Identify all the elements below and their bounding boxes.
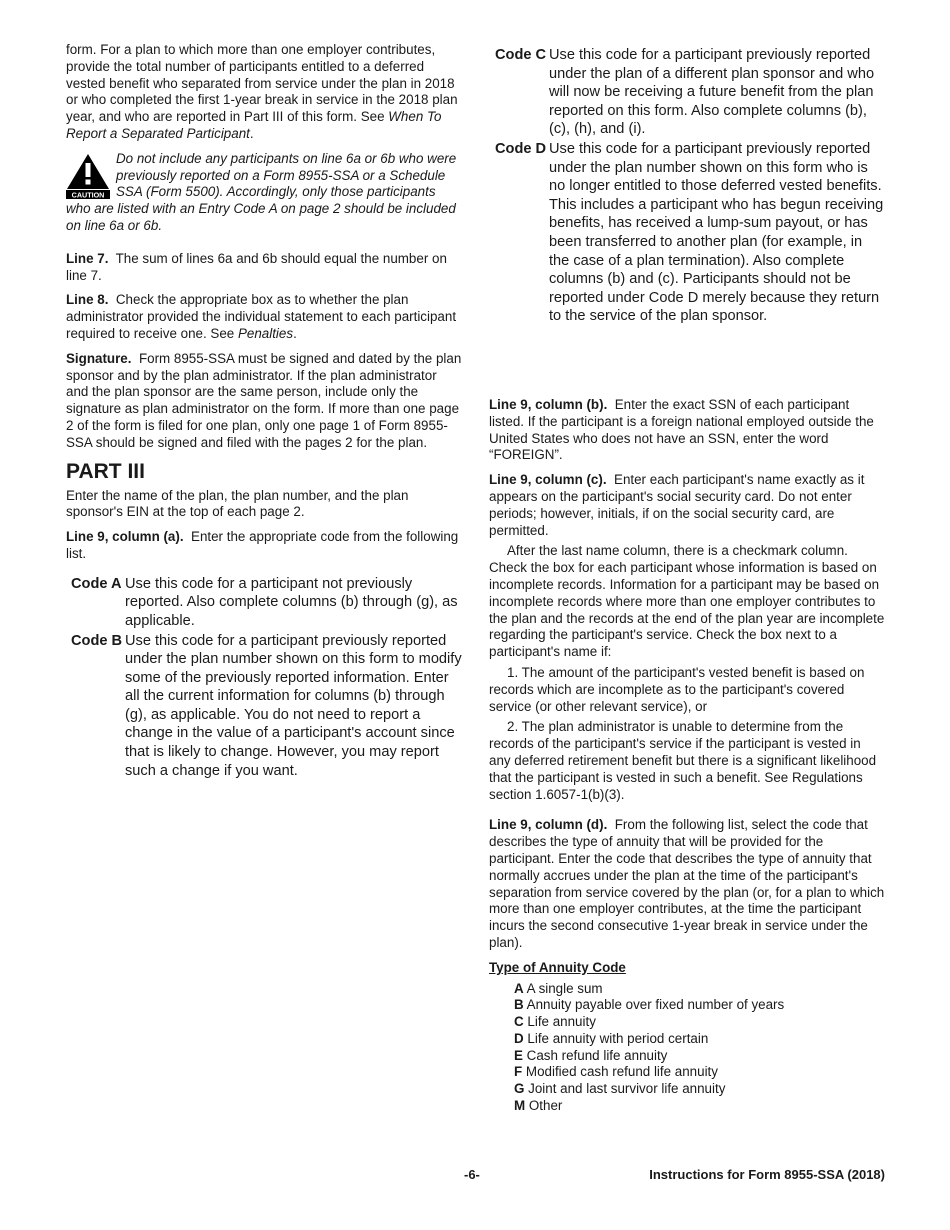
caution-icon [66, 153, 110, 199]
line-7-paragraph: Line 7. The sum of lines 6a and 6b should equal the number on line 7. [66, 250, 447, 283]
code-d-row [495, 140, 885, 326]
part-iii-paragraph: Enter the name of the plan, the plan number, and the plan sponsor's EIN at the top of each page 2. [66, 487, 409, 520]
code-label: Code D [495, 140, 547, 157]
code-description: Use this code for a participant previously reported under the plan number shown on this form who is no longer entitled to those deferred vested benefits. This includes a participant who has begun receiving benefits, has received a lump-sum payout, or has been transferred to another plan (for example, in the case of a plan termination). Also complete columns (b) and (c). Participants should not be reported under Code D merely because they return to the service of the plan sponsor. [549, 140, 884, 325]
part-iii-heading: PART III [66, 459, 145, 483]
signature-paragraph: Signature. Form 8955-SSA must be signed and dated by the plan sponsor and by the plan administrator. If the plan administrator and the plan sponsor are the same person, include only the signature as plan administrator on the form. If more than one page 2 of the form is filed for one plan, only one page 1 of Form 8955-SSA should be signed and filed with the pages 2 for the plan. [66, 350, 462, 450]
penalties-reference: Penalties [237, 325, 294, 341]
annuity-item-f: F Modified cash refund life annuity [514, 1064, 718, 1080]
right-column-codes [495, 46, 885, 327]
code-description: Use this code for a participant not previously reported. Also complete columns (b) through (g), as applicable. [125, 575, 458, 629]
annuity-code-list [514, 981, 885, 1115]
document-footer-title: Instructions for Form 8955-SSA (2018) [649, 1167, 885, 1182]
annuity-item-a: A A single sum [514, 980, 603, 996]
page-number: -6- [464, 1167, 480, 1182]
left-column [66, 42, 462, 781]
code-c-row [495, 46, 885, 139]
annuity-item-c: C Life annuity [514, 1014, 596, 1030]
code-description: Use this code for a participant previously reported under the plan number shown on this form to modify some of the previously reported information. Enter all the current information for columns (b) through (g), as applicable. You do not need to report a change in the value of a participant's account since that is likely to change. However, you may report such a change if you want. [125, 632, 462, 779]
right-column [489, 397, 885, 1115]
annuity-item-b: B Annuity payable over fixed number of years [514, 997, 785, 1013]
annuity-code-heading: Type of Annuity Code [489, 959, 626, 975]
code-description: Use this code for a participant previously reported under the plan of a different plan sponsor and who will now be receiving a future benefit from the plan reported on this form. Also complete columns (b), (c), (h), and (i). [549, 47, 875, 138]
caution-label: CAUTION [71, 190, 105, 199]
when-to-report-reference: When To Report a Separated Participant [66, 109, 442, 141]
line-8-paragraph: Line 8. Check the appropriate box as to whether the plan administrator provided the individual statement to each participant required to receive one. See Penalties. [66, 292, 457, 341]
line-9b-paragraph: Line 9, column (b). Enter the exact SSN of each participant listed. If the participant is a foreign national employed outside the United States who does not have an SSN, enter the word “FOREIGN”. [489, 397, 874, 463]
code-label: Code C [495, 47, 547, 63]
line-9c-paragraph: Line 9, column (c). Enter each participant's name exactly as it appears on the participant's social security card. Do not enter periods; however, initials, if on the social security card, are permitted. [489, 472, 865, 538]
incomplete-records-item-1: 1. The amount of the participant's vested benefit is based on records which are incomplete as to the participant's covered service (or other relevant service), or [489, 664, 865, 714]
code-a-row [71, 575, 462, 631]
annuity-item-g: G Joint and last survivor life annuity [514, 1081, 726, 1097]
line-9a-paragraph: Line 9, column (a). Enter the appropriate code from the following list. [66, 529, 459, 561]
line-9d-paragraph: Line 9, column (d). From the following list, select the code that describes the type of annuity that will be provided for the participant. Enter the code that describes the type of annuity that normally accrues under the plan at the time of the participant's separation from service covered by the plan (or, for a plan to which more than one employer contributes, at the time the participant incurs the second consecutive 1-year break in service under the plan). [489, 817, 885, 950]
intro-paragraph: form. For a plan to which more than one employer contributes, provide the total number of participants entitled to a deferred vested benefit who separated from service under the plan in 2018 or who completed the first 1-year break in service in the 2018 plan year, and who are reported in Part III of this form. See When To Report a Separated Participant. [66, 42, 458, 141]
annuity-item-m: M Other [514, 1098, 563, 1114]
incomplete-records-item-2: 2. The plan administrator is unable to determine from the records of the participant's service if the participant is vested in any deferred retirement benefit but there is a significant likelihood that the participant is vested in such a benefit. See Regulations section 1.6057-1(b)(3). [489, 719, 877, 802]
checkmark-column-paragraph: After the last name column, there is a checkmark column. Check the box for each participant whose information is based on incomplete records. Information for a participant may be based on incomplete records where more than one employer contributes to the plan and the records at the end of the plan year are incomplete regarding the participant's service. Check the box next to a participant's name if: [489, 543, 885, 660]
code-b-row [71, 632, 462, 781]
caution-block [66, 151, 462, 235]
annuity-item-e: E Cash refund life annuity [514, 1047, 668, 1063]
code-label: Code A [71, 575, 122, 592]
code-label: Code B [71, 632, 123, 649]
annuity-item-d: D Life annuity with period certain [514, 1030, 709, 1046]
caution-text: Do not include any participants on line 6a or 6b who were previously reported on a Form 8955-SSA or a Schedule SSA (Form 5500). Accordingly, only those participants who are listed with an Entry Code A on page 2 should be included on line 6a or 6b. [66, 150, 457, 233]
